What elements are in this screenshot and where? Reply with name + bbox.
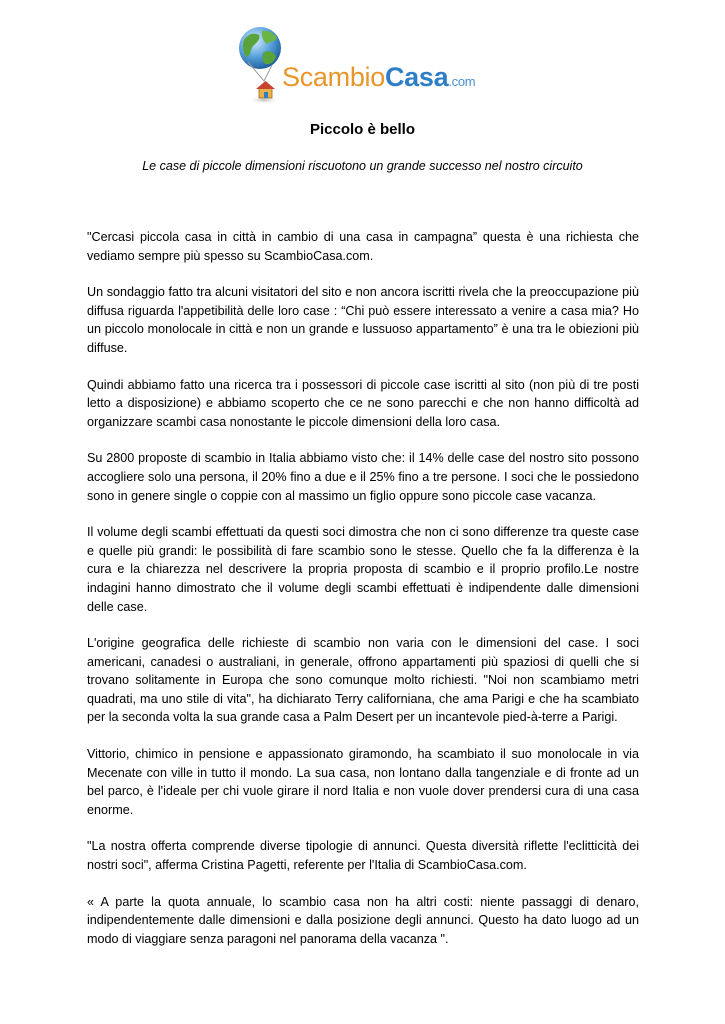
paragraph: Quindi abbiamo fatto una ricerca tra i possessori di piccole case iscritti al sito (non più di tre posti letto a disposizione) e abbiamo scoperto che ce ne sono parecchi e che non hanno difficoltà ad organizzare scambi casa nonostante le piccole dimensioni della loro casa. (87, 377, 639, 429)
logo-wordmark-scambio: Scambio (282, 62, 385, 92)
paragraph: Un sondaggio fatto tra alcuni visitatori del sito e non ancora iscritti rivela che la preoccupazione più diffusa riguarda l'appetibilità delle loro case : “Chi può essere interessato a venire a casa mia? Ho un piccolo monolocale in città e non un grande e lussuoso appartamento” è una tra le obiezioni più diffuse. (87, 285, 639, 355)
paragraph: Il volume degli scambi effettuati da questi soci dimostra che non ci sono differenze tra queste case e quelle più grandi: le possibilità di fare scambio sono le stesse. Quello che fa la differenza è la cura e la chiarezza nel descrivere la propria proposta di scambio e il proprio profilo.Le nostre indagini hanno dimostrato che il volume degli scambi effettuati è indipendente dalle dimensioni delle case. (87, 525, 639, 614)
logo-wordmark-com: .com (448, 74, 476, 89)
article-body (87, 228, 639, 966)
paragraph: "La nostra offerta comprende diverse tipologie di annunci. Questa diversità riflette l'eclitticità dei nostri soci", afferma Cristina Pagetti, referente per l'Italia di ScambioCasa.com. (87, 839, 639, 873)
scambiocasa-logo (234, 24, 474, 106)
paragraph: L'origine geografica delle richieste di scambio non varia con le dimensioni del case. I soci americani, canadesi o australiani, in generale, offrono appartamenti più spaziosi di quelli che si trovano solitamente in Europa che sono comunque molto richiesti. "Noi non scambiamo metri quadrati, ma uno stile di vita", ha dichiarato Terry californiana, che ama Parigi e che ha scambiato per la seconda volta la sua grande casa a Palm Desert per un incantevole pied-à-terre a Parigi. (87, 636, 639, 725)
page-subtitle: Le case di piccole dimensioni riscuotono un grande successo nel nostro circuito (142, 159, 583, 173)
paragraph: Su 2800 proposte di scambio in Italia abbiamo visto che: il 14% delle case del nostro sito possono accogliere solo una persona, il 20% fino a due e il 25% fino a tre persone. I soci che le possiedono sono in genere single o coppie con al massimo un figlio oppure sono piccole case vacanza. (87, 451, 639, 503)
page-title: Piccolo è bello (309, 121, 416, 138)
logo-wordmark (282, 64, 475, 91)
paragraph: Vittorio, chimico in pensione e appassionato giramondo, ha scambiato il suo monolocale in via Mecenate con ville in tutto il mondo. La sua casa, non lontano dalla tangenziale e di fronte ad un bel parco, è l'ideale per chi vuole girare il nord Italia e non vuole dover prendersi cura di una casa enorme. (87, 747, 639, 817)
paragraph: « A parte la quota annuale, lo scambio casa non ha altri costi: niente passaggi di denaro, indipendentemente dalle dimensioni e dalla posizione degli annunci. Questo ha dato luogo ad un modo di viaggiare senza paragoni nel panorama della vacanza ". (87, 894, 639, 946)
paragraph: "Cercasi piccola casa in città in cambio di una casa in campagna” questa è una richiesta che vediamo sempre più spesso su ScambioCasa.com. (87, 230, 639, 263)
logo-wordmark-casa: Casa (384, 62, 449, 92)
